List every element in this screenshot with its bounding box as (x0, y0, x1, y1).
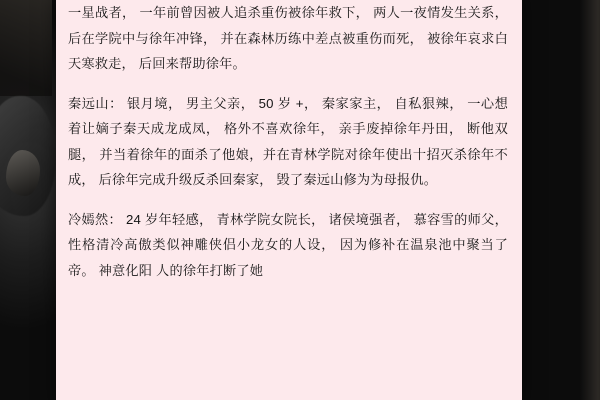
paragraph-qin-yuanshan: 秦远山： 银月境， 男主父亲， 50 岁 +， 秦家家主， 自私狠辣， 一心想着让嫡子秦天成龙成凤， 格外不喜欢徐年， 亲手废掉徐年丹田， 断他双腿， 并当着徐年的面杀了他娘，并在青林学院对徐年使出十招灭杀徐年不成， 后徐年完成升级反杀回秦家， 毁了秦远山修为为母报仇。 (68, 95, 508, 187)
paragraph-xu-nian-continuation: 一星战者， 一年前曾因被人追杀重伤被徐年救下， 两人一夜情发生关系， 后在学院中与徐年冲锋， 并在森林历练中差点被重伤而死， 被徐年哀求白天寒救走， 后回来帮助徐年。 (68, 5, 508, 71)
text-panel-content (56, 0, 522, 400)
background-shape-left-highlight (6, 150, 40, 196)
paragraph-leng-yanran: 冷嫣然： 24 岁年轻感， 青林学院女院长， 诸侯境强者， 慕容雪的师父， 性格清冷高傲类似神雕侠侣小龙女的人设， 因为修补在温泉池中聚当了帝。 神意化阳 人的徐年打断了她 (68, 211, 508, 278)
text-panel (56, 0, 522, 400)
background-shape-right-edge (580, 0, 600, 400)
background-shape-top-left (0, 0, 52, 96)
